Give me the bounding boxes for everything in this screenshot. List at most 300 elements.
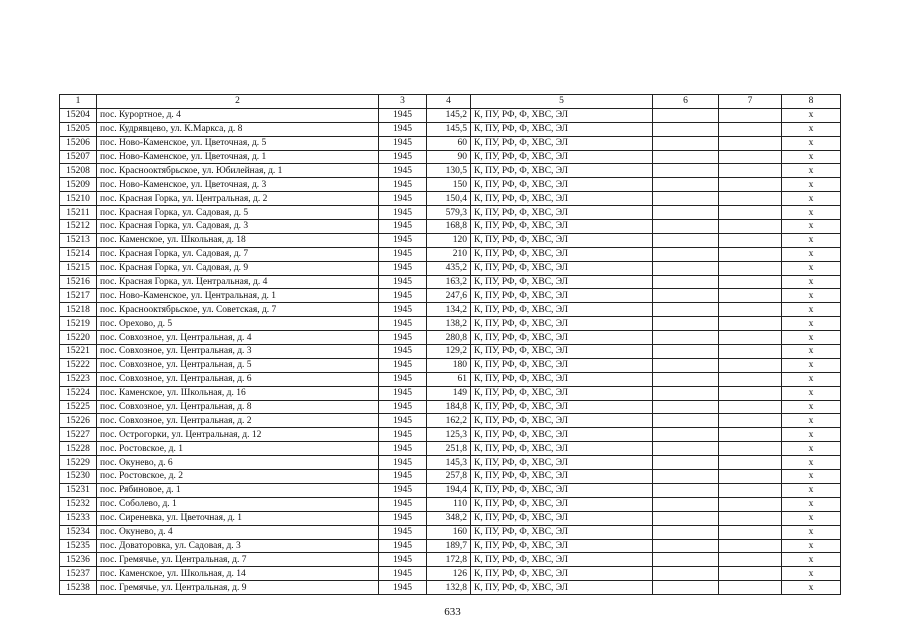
table-row [60, 497, 841, 511]
record-number-cell: 15233 [60, 511, 97, 525]
year-built-cell: 1945 [379, 303, 427, 317]
table-row [60, 553, 841, 567]
address-cell: пос. Ново-Каменское, ул. Центральная, д. 1 [97, 289, 379, 303]
table-row [60, 470, 841, 484]
column-6-cell [653, 136, 719, 150]
area-cell: 280,8 [427, 331, 471, 345]
record-number-cell: 15227 [60, 428, 97, 442]
area-cell: 162,2 [427, 414, 471, 428]
services-cell: К, ПУ, РФ, Ф, ХВС, ЭЛ [471, 122, 653, 136]
record-number-cell: 15205 [60, 122, 97, 136]
table-row [60, 233, 841, 247]
services-cell: К, ПУ, РФ, Ф, ХВС, ЭЛ [471, 428, 653, 442]
services-cell: К, ПУ, РФ, Ф, ХВС, ЭЛ [471, 150, 653, 164]
address-cell: пос. Красная Горка, ул. Садовая, д. 9 [97, 261, 379, 275]
column-6-cell [653, 178, 719, 192]
services-cell: К, ПУ, РФ, Ф, ХВС, ЭЛ [471, 539, 653, 553]
column-8-cell: х [782, 497, 841, 511]
year-built-cell: 1945 [379, 164, 427, 178]
year-built-cell: 1945 [379, 150, 427, 164]
column-8-cell: х [782, 539, 841, 553]
address-cell: пос. Кудрявцево, ул. К.Маркса, д. 8 [97, 122, 379, 136]
column-6-cell [653, 108, 719, 122]
area-cell: 145,5 [427, 122, 471, 136]
address-cell: пос. Красная Горка, ул. Центральная, д. 4 [97, 275, 379, 289]
services-cell: К, ПУ, РФ, Ф, ХВС, ЭЛ [471, 206, 653, 220]
address-cell: пос. Каменское, ул. Школьная, д. 16 [97, 386, 379, 400]
area-cell: 189,7 [427, 539, 471, 553]
column-6-cell [653, 567, 719, 581]
address-cell: пос. Совхозное, ул. Центральная, д. 4 [97, 331, 379, 345]
year-built-cell: 1945 [379, 206, 427, 220]
address-cell: пос. Совхозное, ул. Центральная, д. 6 [97, 372, 379, 386]
address-cell: пос. Красная Горка, ул. Центральная, д. 2 [97, 192, 379, 206]
area-cell: 210 [427, 247, 471, 261]
table-row [60, 567, 841, 581]
column-8-cell: х [782, 192, 841, 206]
column-8-cell: х [782, 303, 841, 317]
year-built-cell: 1945 [379, 345, 427, 359]
column-7-cell [719, 525, 782, 539]
page-number: 633 [444, 606, 461, 618]
column-7-cell [719, 442, 782, 456]
table-row [60, 525, 841, 539]
address-cell: пос. Окунево, д. 4 [97, 525, 379, 539]
column-6-cell [653, 345, 719, 359]
column-8-cell: х [782, 428, 841, 442]
record-number-cell: 15226 [60, 414, 97, 428]
year-built-cell: 1945 [379, 567, 427, 581]
year-built-cell: 1945 [379, 470, 427, 484]
register-table [59, 94, 841, 595]
address-cell: пос. Гремячье, ул. Центральная, д. 9 [97, 581, 379, 595]
table-row [60, 358, 841, 372]
address-cell: пос. Совхозное, ул. Центральная, д. 5 [97, 358, 379, 372]
column-8-cell: х [782, 178, 841, 192]
record-number-cell: 15232 [60, 497, 97, 511]
year-built-cell: 1945 [379, 442, 427, 456]
services-cell: К, ПУ, РФ, Ф, ХВС, ЭЛ [471, 233, 653, 247]
column-8-cell: х [782, 108, 841, 122]
column-header-2: 2 [97, 95, 379, 109]
column-6-cell [653, 358, 719, 372]
services-cell: К, ПУ, РФ, Ф, ХВС, ЭЛ [471, 372, 653, 386]
column-6-cell [653, 414, 719, 428]
column-8-cell: х [782, 122, 841, 136]
table-row [60, 317, 841, 331]
services-cell: К, ПУ, РФ, Ф, ХВС, ЭЛ [471, 164, 653, 178]
table-row [60, 220, 841, 234]
column-7-cell [719, 108, 782, 122]
year-built-cell: 1945 [379, 136, 427, 150]
address-cell: пос. Каменское, ул. Школьная, д. 18 [97, 233, 379, 247]
table-row [60, 206, 841, 220]
record-number-cell: 15236 [60, 553, 97, 567]
column-7-cell [719, 331, 782, 345]
column-7-cell [719, 358, 782, 372]
table-row [60, 400, 841, 414]
services-cell: К, ПУ, РФ, Ф, ХВС, ЭЛ [471, 303, 653, 317]
area-cell: 110 [427, 497, 471, 511]
table-row [60, 442, 841, 456]
area-cell: 247,6 [427, 289, 471, 303]
services-cell: К, ПУ, РФ, Ф, ХВС, ЭЛ [471, 289, 653, 303]
area-cell: 130,5 [427, 164, 471, 178]
year-built-cell: 1945 [379, 358, 427, 372]
services-cell: К, ПУ, РФ, Ф, ХВС, ЭЛ [471, 497, 653, 511]
services-cell: К, ПУ, РФ, Ф, ХВС, ЭЛ [471, 178, 653, 192]
table-row [60, 178, 841, 192]
column-7-cell [719, 303, 782, 317]
table-row [60, 331, 841, 345]
area-cell: 145,2 [427, 108, 471, 122]
column-8-cell: х [782, 247, 841, 261]
column-6-cell [653, 192, 719, 206]
column-6-cell [653, 261, 719, 275]
column-6-cell [653, 470, 719, 484]
record-number-cell: 15231 [60, 483, 97, 497]
area-cell: 150,4 [427, 192, 471, 206]
column-6-cell [653, 400, 719, 414]
services-cell: К, ПУ, РФ, Ф, ХВС, ЭЛ [471, 511, 653, 525]
year-built-cell: 1945 [379, 497, 427, 511]
area-cell: 435,2 [427, 261, 471, 275]
table-row [60, 275, 841, 289]
column-8-cell: х [782, 206, 841, 220]
column-7-cell [719, 345, 782, 359]
record-number-cell: 15208 [60, 164, 97, 178]
area-cell: 163,2 [427, 275, 471, 289]
column-7-cell [719, 483, 782, 497]
column-7-cell [719, 553, 782, 567]
year-built-cell: 1945 [379, 386, 427, 400]
record-number-cell: 15235 [60, 539, 97, 553]
year-built-cell: 1945 [379, 414, 427, 428]
area-cell: 138,2 [427, 317, 471, 331]
record-number-cell: 15217 [60, 289, 97, 303]
column-6-cell [653, 331, 719, 345]
address-cell: пос. Сиреневка, ул. Цветочная, д. 1 [97, 511, 379, 525]
column-8-cell: х [782, 150, 841, 164]
address-cell: пос. Гремячье, ул. Центральная, д. 7 [97, 553, 379, 567]
column-7-cell [719, 150, 782, 164]
column-6-cell [653, 456, 719, 470]
table-row [60, 386, 841, 400]
record-number-cell: 15230 [60, 470, 97, 484]
column-8-cell: х [782, 386, 841, 400]
column-8-cell: х [782, 372, 841, 386]
column-6-cell [653, 303, 719, 317]
column-6-cell [653, 317, 719, 331]
address-cell: пос. Совхозное, ул. Центральная, д. 3 [97, 345, 379, 359]
address-cell: пос. Совхозное, ул. Центральная, д. 8 [97, 400, 379, 414]
area-cell: 90 [427, 150, 471, 164]
header-row [60, 95, 841, 109]
year-built-cell: 1945 [379, 233, 427, 247]
area-cell: 120 [427, 233, 471, 247]
services-cell: К, ПУ, РФ, Ф, ХВС, ЭЛ [471, 192, 653, 206]
services-cell: К, ПУ, РФ, Ф, ХВС, ЭЛ [471, 136, 653, 150]
address-cell: пос. Краснооктябрьское, ул. Юбилейная, д. 1 [97, 164, 379, 178]
services-cell: К, ПУ, РФ, Ф, ХВС, ЭЛ [471, 470, 653, 484]
area-cell: 172,8 [427, 553, 471, 567]
services-cell: К, ПУ, РФ, Ф, ХВС, ЭЛ [471, 581, 653, 595]
services-cell: К, ПУ, РФ, Ф, ХВС, ЭЛ [471, 220, 653, 234]
services-cell: К, ПУ, РФ, Ф, ХВС, ЭЛ [471, 525, 653, 539]
column-8-cell: х [782, 525, 841, 539]
services-cell: К, ПУ, РФ, Ф, ХВС, ЭЛ [471, 358, 653, 372]
address-cell: пос. Ново-Каменское, ул. Цветочная, д. 5 [97, 136, 379, 150]
column-6-cell [653, 220, 719, 234]
column-7-cell [719, 428, 782, 442]
column-6-cell [653, 275, 719, 289]
column-header-8: 8 [782, 95, 841, 109]
column-6-cell [653, 483, 719, 497]
column-6-cell [653, 150, 719, 164]
year-built-cell: 1945 [379, 317, 427, 331]
column-6-cell [653, 581, 719, 595]
column-header-7: 7 [719, 95, 782, 109]
year-built-cell: 1945 [379, 581, 427, 595]
year-built-cell: 1945 [379, 275, 427, 289]
area-cell: 579,3 [427, 206, 471, 220]
table-row [60, 108, 841, 122]
area-cell: 149 [427, 386, 471, 400]
table-row [60, 372, 841, 386]
record-number-cell: 15221 [60, 345, 97, 359]
services-cell: К, ПУ, РФ, Ф, ХВС, ЭЛ [471, 567, 653, 581]
year-built-cell: 1945 [379, 122, 427, 136]
column-7-cell [719, 247, 782, 261]
column-8-cell: х [782, 567, 841, 581]
column-6-cell [653, 164, 719, 178]
services-cell: К, ПУ, РФ, Ф, ХВС, ЭЛ [471, 275, 653, 289]
column-header-6: 6 [653, 95, 719, 109]
column-7-cell [719, 497, 782, 511]
column-6-cell [653, 511, 719, 525]
column-6-cell [653, 122, 719, 136]
table-row [60, 428, 841, 442]
table-row [60, 456, 841, 470]
record-number-cell: 15223 [60, 372, 97, 386]
table-row [60, 511, 841, 525]
services-cell: К, ПУ, РФ, Ф, ХВС, ЭЛ [471, 414, 653, 428]
column-7-cell [719, 275, 782, 289]
year-built-cell: 1945 [379, 525, 427, 539]
record-number-cell: 15206 [60, 136, 97, 150]
table-row [60, 192, 841, 206]
column-7-cell [719, 539, 782, 553]
record-number-cell: 15229 [60, 456, 97, 470]
year-built-cell: 1945 [379, 261, 427, 275]
year-built-cell: 1945 [379, 331, 427, 345]
column-7-cell [719, 220, 782, 234]
column-8-cell: х [782, 275, 841, 289]
column-6-cell [653, 289, 719, 303]
year-built-cell: 1945 [379, 511, 427, 525]
record-number-cell: 15237 [60, 567, 97, 581]
table-row [60, 122, 841, 136]
column-6-cell [653, 428, 719, 442]
column-8-cell: х [782, 581, 841, 595]
column-8-cell: х [782, 164, 841, 178]
year-built-cell: 1945 [379, 247, 427, 261]
year-built-cell: 1945 [379, 456, 427, 470]
column-8-cell: х [782, 233, 841, 247]
column-7-cell [719, 470, 782, 484]
column-8-cell: х [782, 261, 841, 275]
record-number-cell: 15214 [60, 247, 97, 261]
year-built-cell: 1945 [379, 428, 427, 442]
address-cell: пос. Красная Горка, ул. Садовая, д. 7 [97, 247, 379, 261]
table-row [60, 581, 841, 595]
record-number-cell: 15224 [60, 386, 97, 400]
area-cell: 145,3 [427, 456, 471, 470]
column-7-cell [719, 206, 782, 220]
area-cell: 168,8 [427, 220, 471, 234]
year-built-cell: 1945 [379, 539, 427, 553]
column-8-cell: х [782, 289, 841, 303]
column-7-cell [719, 581, 782, 595]
column-6-cell [653, 539, 719, 553]
column-header-5: 5 [471, 95, 653, 109]
address-cell: пос. Орехово, д. 5 [97, 317, 379, 331]
record-number-cell: 15222 [60, 358, 97, 372]
record-number-cell: 15216 [60, 275, 97, 289]
column-6-cell [653, 442, 719, 456]
table-row [60, 261, 841, 275]
table-row [60, 289, 841, 303]
address-cell: пос. Каменское, ул. Школьная, д. 14 [97, 567, 379, 581]
column-7-cell [719, 317, 782, 331]
record-number-cell: 15218 [60, 303, 97, 317]
services-cell: К, ПУ, РФ, Ф, ХВС, ЭЛ [471, 553, 653, 567]
column-7-cell [719, 372, 782, 386]
address-cell: пос. Соболево, д. 1 [97, 497, 379, 511]
year-built-cell: 1945 [379, 372, 427, 386]
column-6-cell [653, 372, 719, 386]
column-7-cell [719, 289, 782, 303]
area-cell: 257,8 [427, 470, 471, 484]
services-cell: К, ПУ, РФ, Ф, ХВС, ЭЛ [471, 400, 653, 414]
area-cell: 61 [427, 372, 471, 386]
column-7-cell [719, 233, 782, 247]
address-cell: пос. Окунево, д. 6 [97, 456, 379, 470]
column-7-cell [719, 164, 782, 178]
column-8-cell: х [782, 136, 841, 150]
address-cell: пос. Красная Горка, ул. Садовая, д. 5 [97, 206, 379, 220]
column-6-cell [653, 386, 719, 400]
column-7-cell [719, 414, 782, 428]
record-number-cell: 15228 [60, 442, 97, 456]
record-number-cell: 15213 [60, 233, 97, 247]
services-cell: К, ПУ, РФ, Ф, ХВС, ЭЛ [471, 317, 653, 331]
area-cell: 60 [427, 136, 471, 150]
table-row [60, 539, 841, 553]
column-7-cell [719, 261, 782, 275]
record-number-cell: 15234 [60, 525, 97, 539]
column-8-cell: х [782, 358, 841, 372]
services-cell: К, ПУ, РФ, Ф, ХВС, ЭЛ [471, 331, 653, 345]
column-8-cell: х [782, 511, 841, 525]
record-number-cell: 15215 [60, 261, 97, 275]
column-7-cell [719, 122, 782, 136]
column-header-1: 1 [60, 95, 97, 109]
year-built-cell: 1945 [379, 553, 427, 567]
record-number-cell: 15212 [60, 220, 97, 234]
column-8-cell: х [782, 345, 841, 359]
area-cell: 251,8 [427, 442, 471, 456]
services-cell: К, ПУ, РФ, Ф, ХВС, ЭЛ [471, 108, 653, 122]
column-header-3: 3 [379, 95, 427, 109]
year-built-cell: 1945 [379, 192, 427, 206]
column-7-cell [719, 192, 782, 206]
area-cell: 132,8 [427, 581, 471, 595]
column-7-cell [719, 456, 782, 470]
year-built-cell: 1945 [379, 400, 427, 414]
column-8-cell: х [782, 470, 841, 484]
area-cell: 160 [427, 525, 471, 539]
table-row [60, 483, 841, 497]
services-cell: К, ПУ, РФ, Ф, ХВС, ЭЛ [471, 456, 653, 470]
table-row [60, 303, 841, 317]
column-8-cell: х [782, 553, 841, 567]
record-number-cell: 15210 [60, 192, 97, 206]
column-6-cell [653, 247, 719, 261]
table-row [60, 414, 841, 428]
year-built-cell: 1945 [379, 178, 427, 192]
column-7-cell [719, 178, 782, 192]
column-7-cell [719, 136, 782, 150]
record-number-cell: 15207 [60, 150, 97, 164]
services-cell: К, ПУ, РФ, Ф, ХВС, ЭЛ [471, 261, 653, 275]
area-cell: 129,2 [427, 345, 471, 359]
column-6-cell [653, 206, 719, 220]
column-8-cell: х [782, 400, 841, 414]
record-number-cell: 15211 [60, 206, 97, 220]
column-7-cell [719, 511, 782, 525]
services-cell: К, ПУ, РФ, Ф, ХВС, ЭЛ [471, 345, 653, 359]
record-number-cell: 15204 [60, 108, 97, 122]
record-number-cell: 15238 [60, 581, 97, 595]
area-cell: 348,2 [427, 511, 471, 525]
table-row [60, 150, 841, 164]
column-8-cell: х [782, 414, 841, 428]
column-8-cell: х [782, 483, 841, 497]
area-cell: 184,8 [427, 400, 471, 414]
address-cell: пос. Рябиновое, д. 1 [97, 483, 379, 497]
table-row [60, 247, 841, 261]
column-8-cell: х [782, 317, 841, 331]
column-8-cell: х [782, 456, 841, 470]
year-built-cell: 1945 [379, 220, 427, 234]
services-cell: К, ПУ, РФ, Ф, ХВС, ЭЛ [471, 386, 653, 400]
column-header-4: 4 [427, 95, 471, 109]
record-number-cell: 15225 [60, 400, 97, 414]
area-cell: 194,4 [427, 483, 471, 497]
column-6-cell [653, 525, 719, 539]
column-6-cell [653, 233, 719, 247]
address-cell: пос. Ростовское, д. 1 [97, 442, 379, 456]
address-cell: пос. Совхозное, ул. Центральная, д. 2 [97, 414, 379, 428]
column-8-cell: х [782, 331, 841, 345]
table-row [60, 164, 841, 178]
address-cell: пос. Ново-Каменское, ул. Цветочная, д. 1 [97, 150, 379, 164]
table-row [60, 136, 841, 150]
record-number-cell: 15209 [60, 178, 97, 192]
services-cell: К, ПУ, РФ, Ф, ХВС, ЭЛ [471, 442, 653, 456]
area-cell: 150 [427, 178, 471, 192]
